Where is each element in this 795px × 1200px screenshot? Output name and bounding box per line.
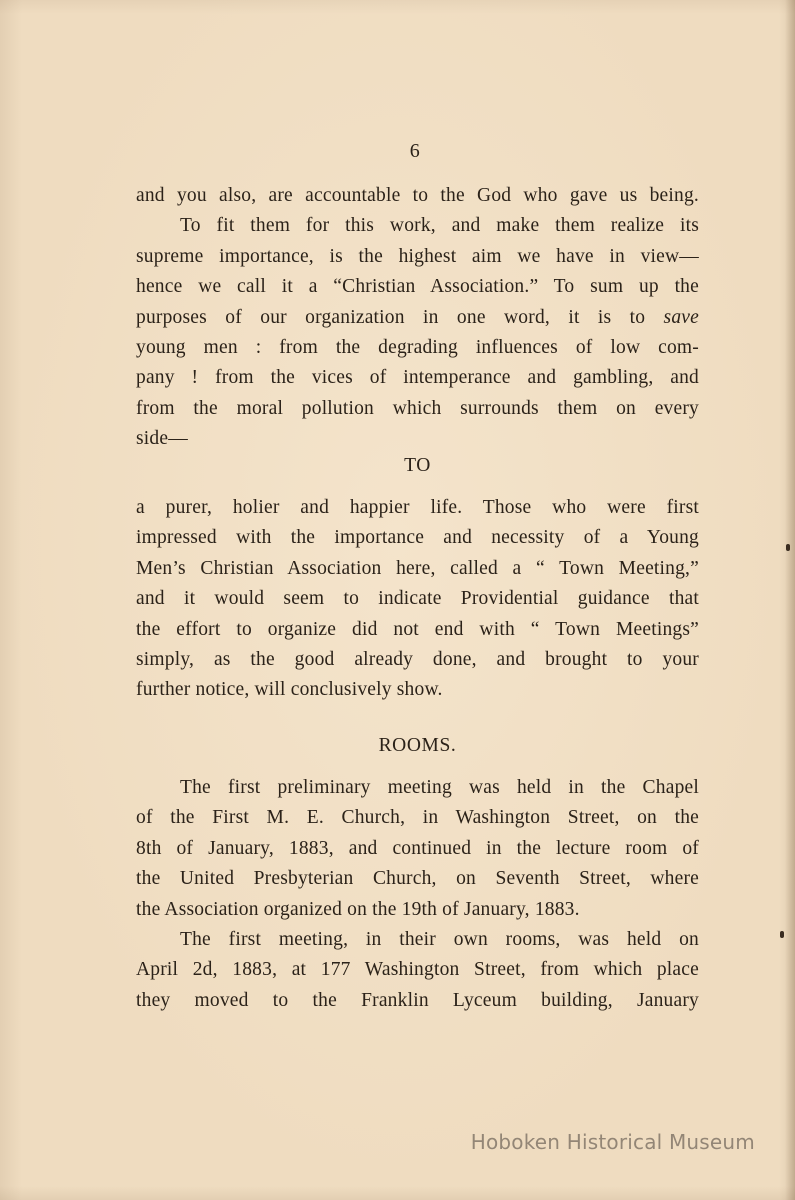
text-block-purpose xyxy=(136,493,699,706)
paragraph-line: To fit them for this work, and make them realize its xyxy=(180,215,699,237)
paragraph-line: from the moral pollution which surrounds them on every xyxy=(136,397,699,419)
emphasis-save: save xyxy=(663,306,699,328)
paragraph-line: the effort to organize did not end with “ Town Meetings” xyxy=(136,618,699,640)
text-block-rooms xyxy=(136,773,699,1016)
text-run: purposes of our organization in one word, it is to xyxy=(136,306,664,328)
paragraph-line xyxy=(136,303,699,333)
paper-blemish xyxy=(780,931,784,938)
paragraph-line: impressed with the importance and necessity of a Young xyxy=(136,527,699,549)
paper-blemish xyxy=(786,544,790,551)
paragraph-line: April 2d, 1883, at 177 Washington Street, from which place xyxy=(136,959,699,981)
paragraph-line: of the First M. E. Church, in Washington Street, on the xyxy=(136,807,699,829)
rooms-heading: ROOMS. xyxy=(378,735,457,756)
to-heading: TO xyxy=(404,455,431,476)
paragraph-line: hence we call it a “Christian Association.” To sum up the xyxy=(136,276,699,298)
paragraph-line: side— xyxy=(136,428,188,450)
paragraph-line: a purer, holier and happier life. Those who were first xyxy=(136,497,699,518)
paragraph-line: The first meeting, in their own rooms, was held on xyxy=(180,929,699,951)
page-number: 6 xyxy=(409,140,421,162)
paragraph-line: Men’s Christian Association here, called a “ Town Meeting,” xyxy=(136,557,699,579)
paragraph-continuation: and you also, are accountable to the God who gave us being. xyxy=(136,185,699,206)
paragraph-line: supreme importance, is the highest aim we have in view— xyxy=(136,245,699,267)
paragraph-line: the United Presbyterian Church, on Seventh Street, where xyxy=(136,868,699,890)
paragraph-line: pany ! from the vices of intemperance and gambling, and xyxy=(136,367,699,389)
text-block-intro xyxy=(136,181,699,455)
paragraph-line: young men : from the degrading influences of low com- xyxy=(136,337,699,359)
paragraph-line: The first preliminary meeting was held in the Chapel xyxy=(180,777,699,798)
paragraph-line: and it would seem to indicate Providential guidance that xyxy=(136,588,699,610)
paragraph-line: 8th of January, 1883, and continued in the lecture room of xyxy=(136,837,699,859)
page-edge-shadow xyxy=(785,0,795,1200)
paragraph-line: the Association organized on the 19th of January, 1883. xyxy=(136,898,580,920)
paragraph-line: they moved to the Franklin Lyceum building, January xyxy=(136,989,699,1011)
paragraph-line: simply, as the good already done, and brought to your xyxy=(136,649,699,671)
paragraph-line: further notice, will conclusively show. xyxy=(136,679,443,701)
museum-watermark: Hoboken Historical Museum xyxy=(470,1130,755,1154)
